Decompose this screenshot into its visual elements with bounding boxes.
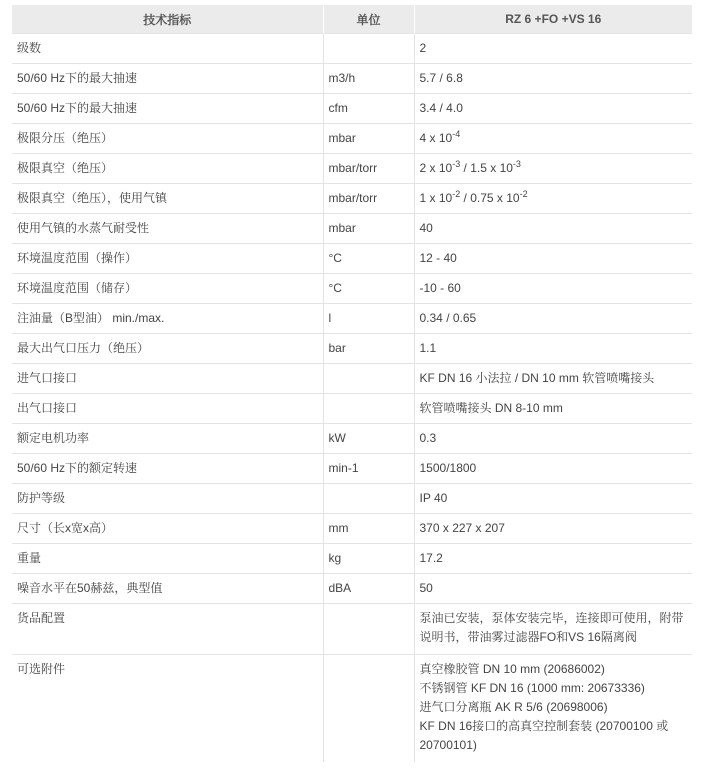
- row-unit: mbar/torr: [323, 154, 414, 184]
- table-row: [12, 454, 692, 484]
- row-unit: bar: [323, 334, 414, 364]
- row-unit: [323, 394, 414, 424]
- row-label: 50/60 Hz下的最大抽速: [12, 64, 323, 94]
- row-label: 级数: [12, 34, 323, 64]
- value-base: / 1.5 x 10: [460, 161, 513, 175]
- row-label: 环境温度范围（操作）: [12, 244, 323, 274]
- row-unit: mbar/torr: [323, 184, 414, 214]
- row-unit: [323, 655, 414, 763]
- table-row: [12, 304, 692, 334]
- table-row: [12, 124, 692, 154]
- row-label: 极限真空（绝压）: [12, 154, 323, 184]
- accessory-line: 进气口分离瓶 AK R 5/6 (20698006): [419, 700, 608, 714]
- row-value: KF DN 16 小法拉 / DN 10 mm 软管喷嘴接头: [414, 364, 692, 394]
- table-row: [12, 364, 692, 394]
- row-label: 环境温度范围（储存）: [12, 274, 323, 304]
- table-row: [12, 424, 692, 454]
- accessory-line: KF DN 16接口的高真空控制套装 (20700100 或 20700101): [419, 719, 669, 752]
- header-model: RZ 6 +FO +VS 16: [414, 5, 692, 34]
- value-base: 2 x 10: [419, 161, 453, 175]
- row-value: -10 - 60: [414, 274, 692, 304]
- row-value: 3.4 / 4.0: [414, 94, 692, 124]
- table-row: [12, 544, 692, 574]
- table-row: [12, 274, 692, 304]
- row-unit: [323, 34, 414, 64]
- table-row: [12, 514, 692, 544]
- row-unit: mbar: [323, 214, 414, 244]
- value-base: 1 x 10: [419, 191, 453, 205]
- row-unit: [323, 364, 414, 394]
- row-value: [414, 124, 692, 154]
- row-unit: min-1: [323, 454, 414, 484]
- row-value: [414, 184, 692, 214]
- row-label: 出气口接口: [12, 394, 323, 424]
- row-value: 40: [414, 214, 692, 244]
- row-label: 可选附件: [12, 655, 323, 763]
- table-row: [12, 184, 692, 214]
- row-unit: mm: [323, 514, 414, 544]
- spec-table: [12, 5, 692, 762]
- row-value: 0.34 / 0.65: [414, 304, 692, 334]
- row-unit: kW: [323, 424, 414, 454]
- row-value: 1500/1800: [414, 454, 692, 484]
- value-base: / 0.75 x 10: [460, 191, 520, 205]
- row-label: 注油量（B型油） min./max.: [12, 304, 323, 334]
- row-value: 1.1: [414, 334, 692, 364]
- value-exponent: -3: [452, 159, 461, 169]
- value-exponent: -2: [452, 189, 461, 199]
- table-row: [12, 604, 692, 655]
- row-label: 尺寸（长x宽x高）: [12, 514, 323, 544]
- row-unit: l: [323, 304, 414, 334]
- table-row: [12, 34, 692, 64]
- row-value: 50: [414, 574, 692, 604]
- row-label: 防护等级: [12, 484, 323, 514]
- row-value: 泵油已安装，泵体安装完毕，连接即可使用，附带说明书，带油雾过滤器FO和VS 16隔离阀: [414, 604, 692, 655]
- header-unit: 单位: [323, 5, 414, 34]
- row-label: 进气口接口: [12, 364, 323, 394]
- row-value: 12 - 40: [414, 244, 692, 274]
- table-row: [12, 64, 692, 94]
- table-row: [12, 154, 692, 184]
- value-exponent: -2: [519, 189, 528, 199]
- table-row: [12, 394, 692, 424]
- row-label: 重量: [12, 544, 323, 574]
- row-label: 极限真空（绝压），使用气镇: [12, 184, 323, 214]
- row-value: [414, 154, 692, 184]
- row-label: 50/60 Hz下的最大抽速: [12, 94, 323, 124]
- row-unit: [323, 604, 414, 655]
- accessory-line: 真空橡胶管 DN 10 mm (20686002): [419, 662, 605, 676]
- row-label: 50/60 Hz下的额定转速: [12, 454, 323, 484]
- header-param: 技术指标: [12, 5, 323, 34]
- row-label: 极限分压（绝压）: [12, 124, 323, 154]
- row-value: IP 40: [414, 484, 692, 514]
- row-value: 2: [414, 34, 692, 64]
- row-label: 额定电机功率: [12, 424, 323, 454]
- row-unit: mbar: [323, 124, 414, 154]
- header-row: [12, 5, 692, 34]
- row-unit: m3/h: [323, 64, 414, 94]
- row-label: 最大出气口压力（绝压）: [12, 334, 323, 364]
- table-row: [12, 574, 692, 604]
- row-unit: °C: [323, 274, 414, 304]
- row-unit: °C: [323, 244, 414, 274]
- row-label: 噪音水平在50赫兹，典型值: [12, 574, 323, 604]
- row-value: [414, 655, 692, 763]
- row-unit: cfm: [323, 94, 414, 124]
- row-unit: [323, 484, 414, 514]
- table-row: [12, 484, 692, 514]
- row-value: 17.2: [414, 544, 692, 574]
- table-row: [12, 94, 692, 124]
- row-label: 货品配置: [12, 604, 323, 655]
- row-value: 370 x 227 x 207: [414, 514, 692, 544]
- accessory-line: 不锈钢管 KF DN 16 (1000 mm: 20673336): [419, 681, 645, 695]
- row-label: 使用气镇的水蒸气耐受性: [12, 214, 323, 244]
- table-row: [12, 244, 692, 274]
- row-unit: kg: [323, 544, 414, 574]
- table-row: [12, 655, 692, 763]
- row-value: 0.3: [414, 424, 692, 454]
- table-row: [12, 334, 692, 364]
- row-value: 5.7 / 6.8: [414, 64, 692, 94]
- table-row: [12, 214, 692, 244]
- row-value: 软管喷嘴接头 DN 8-10 mm: [414, 394, 692, 424]
- value-exponent: -4: [452, 129, 461, 139]
- value-base: 4 x 10: [419, 131, 453, 145]
- value-exponent: -3: [512, 159, 521, 169]
- row-unit: dBA: [323, 574, 414, 604]
